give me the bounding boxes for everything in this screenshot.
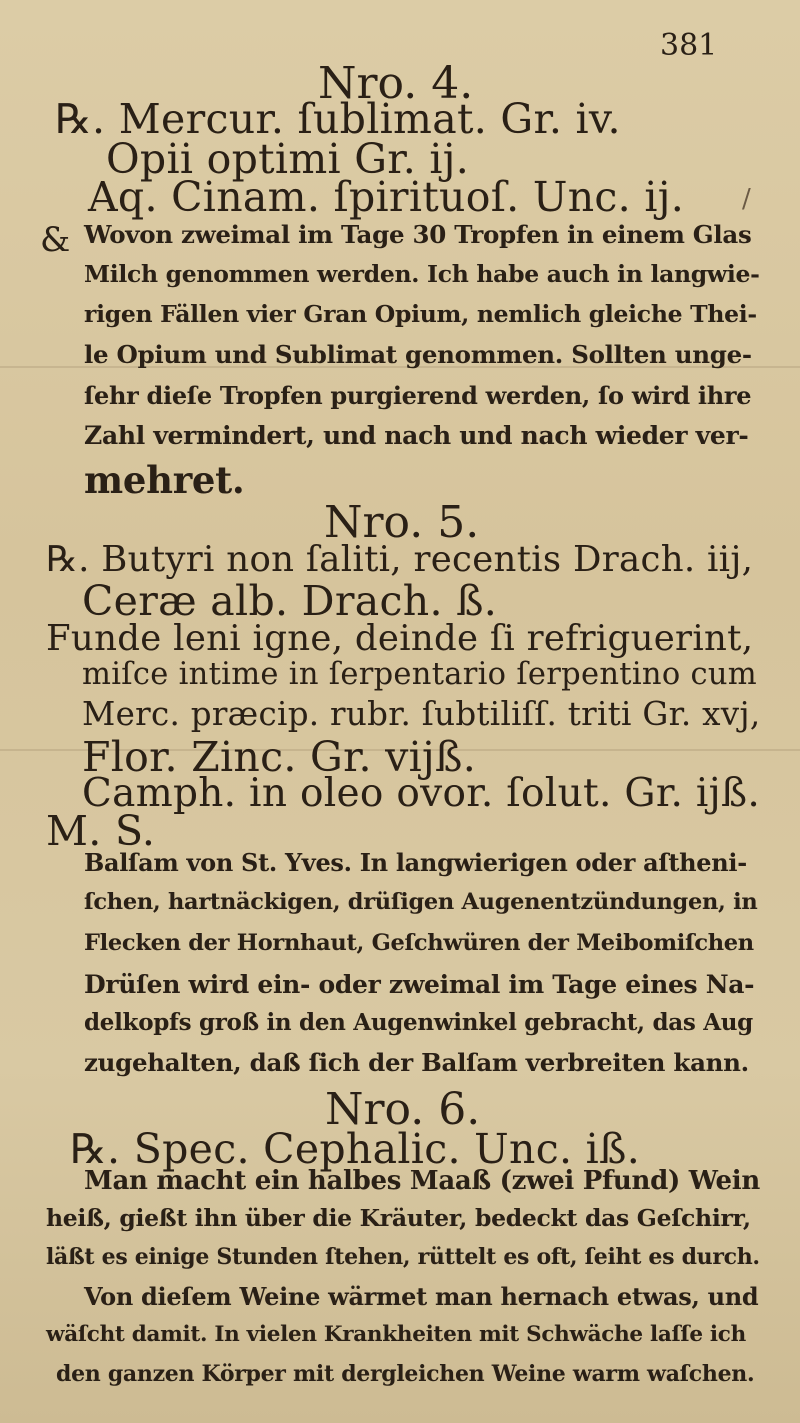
text-line: zugehalten, daß ſich der Balſam verbreiten kann. (84, 1048, 749, 1077)
text-line: wäſcht damit. In vielen Krankheiten mit Schwäche laſſe ich (46, 1322, 746, 1347)
text-line: Funde leni igne, deinde ſi refriguerint, (46, 618, 754, 659)
text-line: ℞. Mercur. ſublimat. Gr. iv. (55, 95, 621, 143)
text-line: miſce intime in ſerpentario ſerpentino cum (82, 657, 758, 692)
text-line: Zahl vermindert, und nach und nach wieder ver- (84, 421, 749, 450)
text-line: Opii optimi Gr. ij. (106, 135, 470, 183)
text-line: Camph. in oleo ovor. ſolut. Gr. ijß. (82, 771, 761, 816)
text-line: Von dieſem Weine wärmet man hernach etwas, und (84, 1282, 759, 1311)
text-line: Drüſen wird ein- oder zweimal im Tage eines Na- (84, 970, 755, 999)
text-line: Merc. præcip. rubr. ſubtiliſſ. triti Gr. xvj, (82, 695, 761, 733)
text-line: läßt es einige Stunden ſtehen, rüttelt es oft, ſeiht es durch. (46, 1244, 760, 1270)
text-line: Man macht ein halbes Maaß (zwei Pfund) Wein (84, 1166, 760, 1196)
text-line: Ceræ alb. Drach. ß. (82, 577, 498, 625)
text-line: ſchen, hartnäckigen, drüſigen Augenentzündungen, in (84, 889, 758, 915)
text-line: M. S. (46, 807, 156, 855)
text-line: Wovon zweimal im Tage 30 Tropfen in einem Glas (84, 220, 752, 249)
text-line: ℞. Spec. Cephalic. Unc. iß. (70, 1125, 641, 1173)
text-line: Flecken der Hornhaut, Geſchwüren der Meibomiſchen (84, 930, 754, 956)
text-line: le Opium und Sublimat genommen. Sollten unge- (84, 340, 752, 369)
text-line: Flor. Zinc. Gr. vijß. (82, 733, 477, 781)
recipe-heading: Nro. 4. (318, 58, 474, 109)
text-line: mehret. (84, 458, 245, 502)
text-line: Milch genommen werden. Ich habe auch in langwie- (84, 260, 760, 288)
page-number: 381 (660, 28, 718, 63)
margin-mark: & (40, 220, 71, 260)
margin-mark: / (742, 184, 751, 214)
text-line: Aq. Cinam. ſpirituoſ. Unc. ij. (88, 173, 685, 221)
text-line: heiß, gießt ihn über die Kräuter, bedeckt das Geſchirr, (46, 1204, 751, 1232)
text-line: rigen Fällen vier Gran Opium, nemlich gleiche Thei- (84, 300, 757, 328)
text-line: ℞. Butyri non ſaliti, recentis Drach. iij, (46, 539, 754, 580)
text-line: delkopfs groß in den Augenwinkel gebracht, das Aug (84, 1009, 753, 1036)
recipe-heading: Nro. 6. (325, 1084, 481, 1135)
recipe-heading: Nro. 5. (324, 497, 480, 548)
text-line: ſehr dieſe Tropfen purgierend werden, ſo wird ihre (84, 381, 752, 410)
text-line: den ganzen Körper mit dergleichen Weine warm waſchen. (56, 1361, 755, 1387)
text-line: Balſam von St. Yves. In langwierigen oder aſtheni- (84, 848, 747, 877)
